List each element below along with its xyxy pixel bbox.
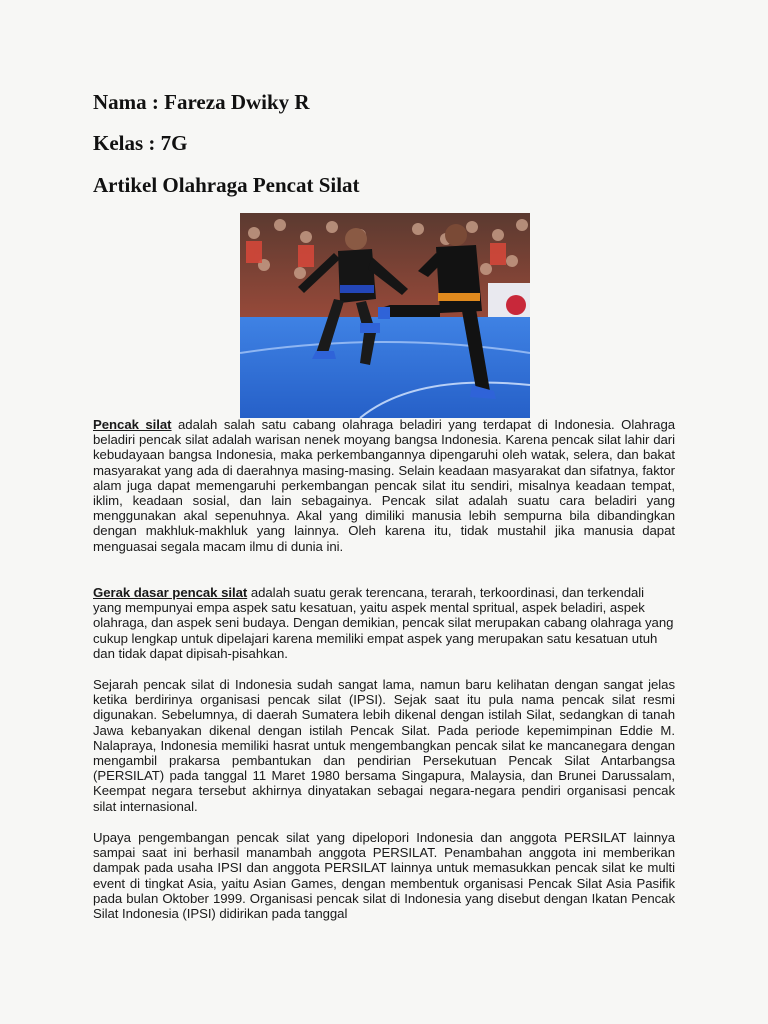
paragraph-2 xyxy=(93,585,675,661)
paragraph-3: Sejarah pencak silat di Indonesia sudah sangat lama, namun baru kelihatan dengan sangat jelas ketika berdirinya organisasi pencak silat (IPSI). Sejak saat itu pula nama pencak silat resmi digunakan. Sebelumnya, di daerah Sumatera lebih dikenal dengan istilah Silat, sedangkan di tanah Jawa kebanyakan dikenal dengan istilah Pencak Silat. Pada periode kepemimpinan Eddie M. Nalapraya, Indonesia memiliki hasrat untuk mengembangkan pencak silat ke mancanegara dengan mengambil prakarsa pembantukan dan pendirian Persekutuan Pencak Silat Antarbangsa (PERSILAT) pada tanggal 11 Maret 1980 bersama Singapura, Malaysia, dan Brunei Darussalam, Keempat negara tersebut akhirnya dinyatakan sebagai negara-negara pendiri organisasi pencak silat internasional. xyxy=(93,677,675,814)
student-class: Kelas : 7G xyxy=(93,131,188,155)
paragraph-2-text: adalah suatu gerak terencana, terarah, terkoordinasi, dan terkendali yang mempunyai empa aspek satu kesatuan, yaitu aspek mental spritual, aspek beladiri, aspek olahraga, dan aspek seni budaya. Dengan demikian, pencak silat merupakan cabang olahraga yang cukup lengkap untuk dipelajari karena memiliki empat aspek yang merupakan satu kesatuan utuh dan tidak dapat dipisah-pisahkan. xyxy=(93,585,674,661)
paragraph-1 xyxy=(93,417,675,554)
pencak-silat-match-icon xyxy=(240,213,530,418)
paragraph-4: Upaya pengembangan pencak silat yang dipelopori Indonesia dan anggota PERSILAT lainnya sampai saat ini berhasil manambah anggota PERSILAT. Penambahan anggota ini memberikan dampak pada usaha IPSI dan anggota PERSILAT lainnya untuk memasukkan pencak silat ke multi event di tingkat Asia, yaitu Asian Games, dengan membentuk organisasi Pencak Silat Asia Pasifik pada bulan Oktober 1999. Organisasi pencak silat di Indonesia yang disebut dengan Ikatan Pencak Silat Indonesia (IPSI) didirikan pada tanggal xyxy=(93,830,675,922)
student-name: Nama : Fareza Dwiky R xyxy=(93,90,310,114)
paragraph-1-text: adalah salah satu cabang olahraga beladiri yang terdapat di Indonesia. Olahraga beladiri pencak silat adalah warisan nenek moyang bangsa Indonesia. Karena pencak silat lahir dari kebudayaan bangsa Indonesia, maka perkembangannya dipengaruhi oleh watak, selera, dan bakat masyarakat yang ada di daerahnya masing-masing. Selain keadaan masyarakat dan sifatnya, faktor alam juga dapat memengaruhi perkembangan pencak silat itu sendiri, misalnya keadaan tempat, iklim, keadaan sosial, dan lain sebagainya. Pencak silat adalah suatu cara beladiri yang menggunakan akal sepenuhnya. Akal yang dimiliki manusia lebih sempurna bila dibandingkan dengan makhluk-makhluk yang lainnya. Oleh karena itu, tidak mustahil jika manusia dapat menguasai segala macam ilmu di dunia ini. xyxy=(93,417,676,554)
article-title: Artikel Olahraga Pencat Silat xyxy=(93,173,360,197)
paragraph-2-lead: Gerak dasar pencak silat xyxy=(93,585,248,600)
pencak-silat-photo xyxy=(240,213,530,418)
paragraph-1-lead: Pencak silat xyxy=(93,417,172,432)
